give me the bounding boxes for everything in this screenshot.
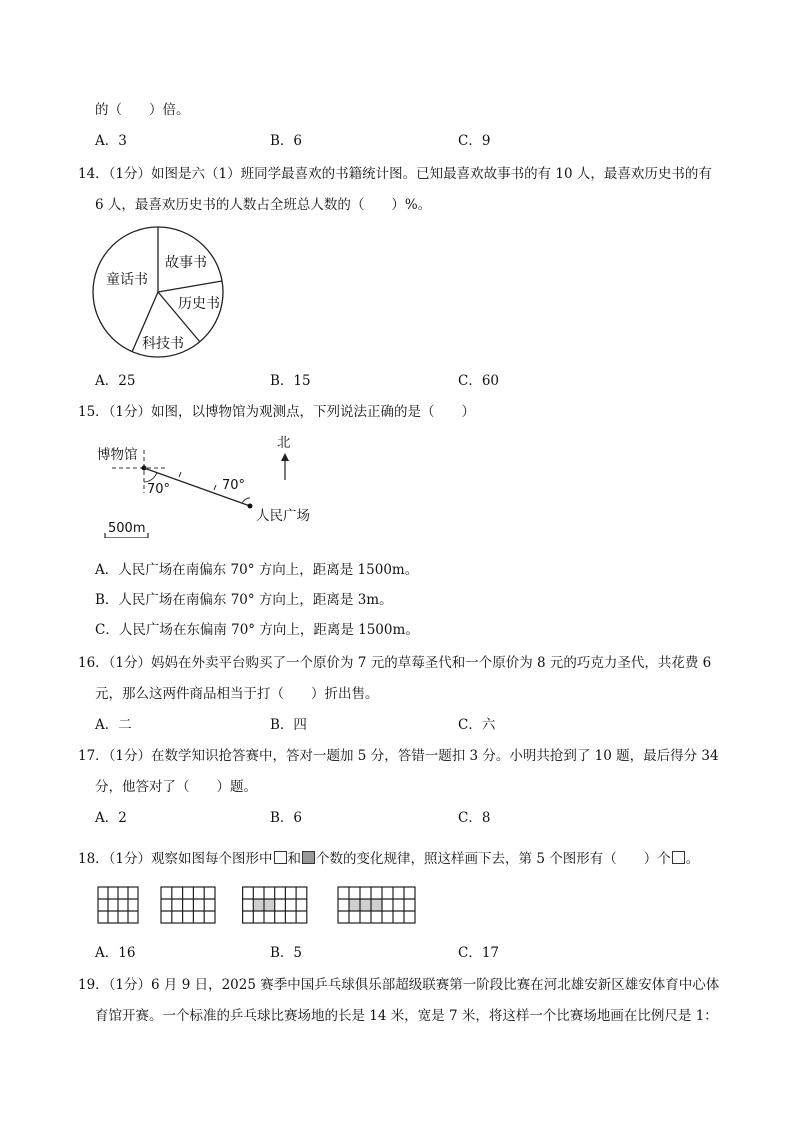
map-angle-1: 70° bbox=[147, 482, 171, 497]
white-square-icon bbox=[274, 851, 287, 864]
north-arrow-icon bbox=[281, 453, 289, 461]
q17-line1: 17．（1分）在数学知识抢答赛中，答对一题加 5 分，答错一题扣 3 分。小明共抢到了 10 题，最后得分 34 bbox=[78, 748, 719, 764]
pattern-figure-4 bbox=[338, 887, 415, 923]
gray-square-icon bbox=[302, 851, 315, 864]
pie-label-science: 科技书 bbox=[142, 336, 184, 352]
pattern-figure-2 bbox=[161, 887, 215, 923]
map-label-square: 人民广场 bbox=[256, 508, 310, 524]
tick-2 bbox=[214, 485, 216, 490]
q16-option-c[interactable]: C．六 bbox=[458, 717, 496, 733]
pattern-figure-1 bbox=[98, 887, 138, 923]
pattern-figure-3 bbox=[243, 887, 307, 923]
scale-label: 500m bbox=[108, 521, 146, 536]
q16-line1: 16．（1分）妈妈在外卖平台购买了一个原价为 7 元的草莓圣代和一个原价为 8 元的巧克力圣代，共花费 6 bbox=[78, 655, 712, 671]
q16-option-a[interactable]: A．二 bbox=[95, 717, 132, 733]
pie-chart bbox=[90, 222, 235, 362]
q18-part4: 。 bbox=[685, 851, 700, 867]
tick-1 bbox=[179, 472, 181, 477]
q15-option-a[interactable]: A．人民广场在南偏东 70° 方向上，距离是 1500m。 bbox=[95, 562, 419, 578]
angle-arc-museum bbox=[144, 472, 157, 482]
q17-option-c[interactable]: C．8 bbox=[458, 810, 491, 826]
pie-label-story: 故事书 bbox=[165, 255, 207, 271]
q13-option-c[interactable]: C．9 bbox=[458, 133, 491, 149]
q19-line1: 19．（1分）6 月 9 日，2025 赛季中国乒乓球俱乐部超级联赛第一阶段比赛在河北雄安新区雄安体育中心体 bbox=[78, 977, 720, 993]
map-label-north: 北 bbox=[277, 435, 291, 451]
q13-option-a[interactable]: A．3 bbox=[95, 133, 127, 149]
pattern-figures bbox=[95, 885, 425, 927]
q14-option-c[interactable]: C．60 bbox=[458, 373, 500, 389]
map-label-museum: 博物馆 bbox=[97, 447, 138, 463]
q15-option-c[interactable]: C．人民广场在东偏南 70° 方向上，距离是 1500m。 bbox=[95, 622, 419, 638]
q18-line1 bbox=[78, 850, 699, 868]
q13-option-b[interactable]: B．6 bbox=[270, 133, 303, 149]
q18-part3: 个数的变化规律，照这样画下去，第 5 个图形有（ ）个 bbox=[316, 851, 671, 867]
q14-line1: 14．（1分）如图是六（1）班同学最喜欢的书籍统计图。已知最喜欢故事书的有 10 人，最喜欢历史书的有 bbox=[78, 166, 712, 182]
q14-option-a[interactable]: A．25 bbox=[95, 373, 136, 389]
q18-part1: 18．（1分）观察如图每个图形中 bbox=[78, 851, 273, 867]
q16-line2: 元，那么这两件商品相当于打（ ）折出售。 bbox=[95, 686, 379, 702]
q16-option-b[interactable]: B．四 bbox=[270, 717, 307, 733]
pie-label-history: 历史书 bbox=[178, 296, 220, 312]
square-point bbox=[248, 504, 253, 509]
q15-option-b[interactable]: B．人民广场在南偏东 70° 方向上，距离是 3m。 bbox=[95, 592, 393, 608]
pie-label-fairy: 童话书 bbox=[106, 272, 148, 288]
q17-option-b[interactable]: B．6 bbox=[270, 810, 303, 826]
q19-line2: 育馆开赛。一个标准的乒乓球比赛场地的长是 14 米，宽是 7 米，将这样一个比赛场地画在比例尺是 1： bbox=[95, 1008, 718, 1024]
q18-option-b[interactable]: B．5 bbox=[270, 945, 303, 961]
q17-line2: 分，他答对了（ ）题。 bbox=[95, 779, 257, 795]
direction-map bbox=[90, 428, 350, 538]
q18-option-a[interactable]: A．16 bbox=[95, 945, 136, 961]
q15-line1: 15．（1分）如图，以博物馆为观测点，下列说法正确的是（ ） bbox=[78, 404, 476, 420]
q18-part2: 和 bbox=[287, 851, 302, 867]
white-square-icon bbox=[672, 851, 685, 864]
q14-option-b[interactable]: B．15 bbox=[270, 373, 311, 389]
q18-option-c[interactable]: C．17 bbox=[458, 945, 500, 961]
q14-line2: 6 人，最喜欢历史书的人数占全班总人数的（ ）%。 bbox=[95, 197, 432, 213]
q13-text: 的（ ）倍。 bbox=[95, 102, 190, 118]
q17-option-a[interactable]: A．2 bbox=[95, 810, 127, 826]
map-angle-2: 70° bbox=[222, 478, 246, 493]
